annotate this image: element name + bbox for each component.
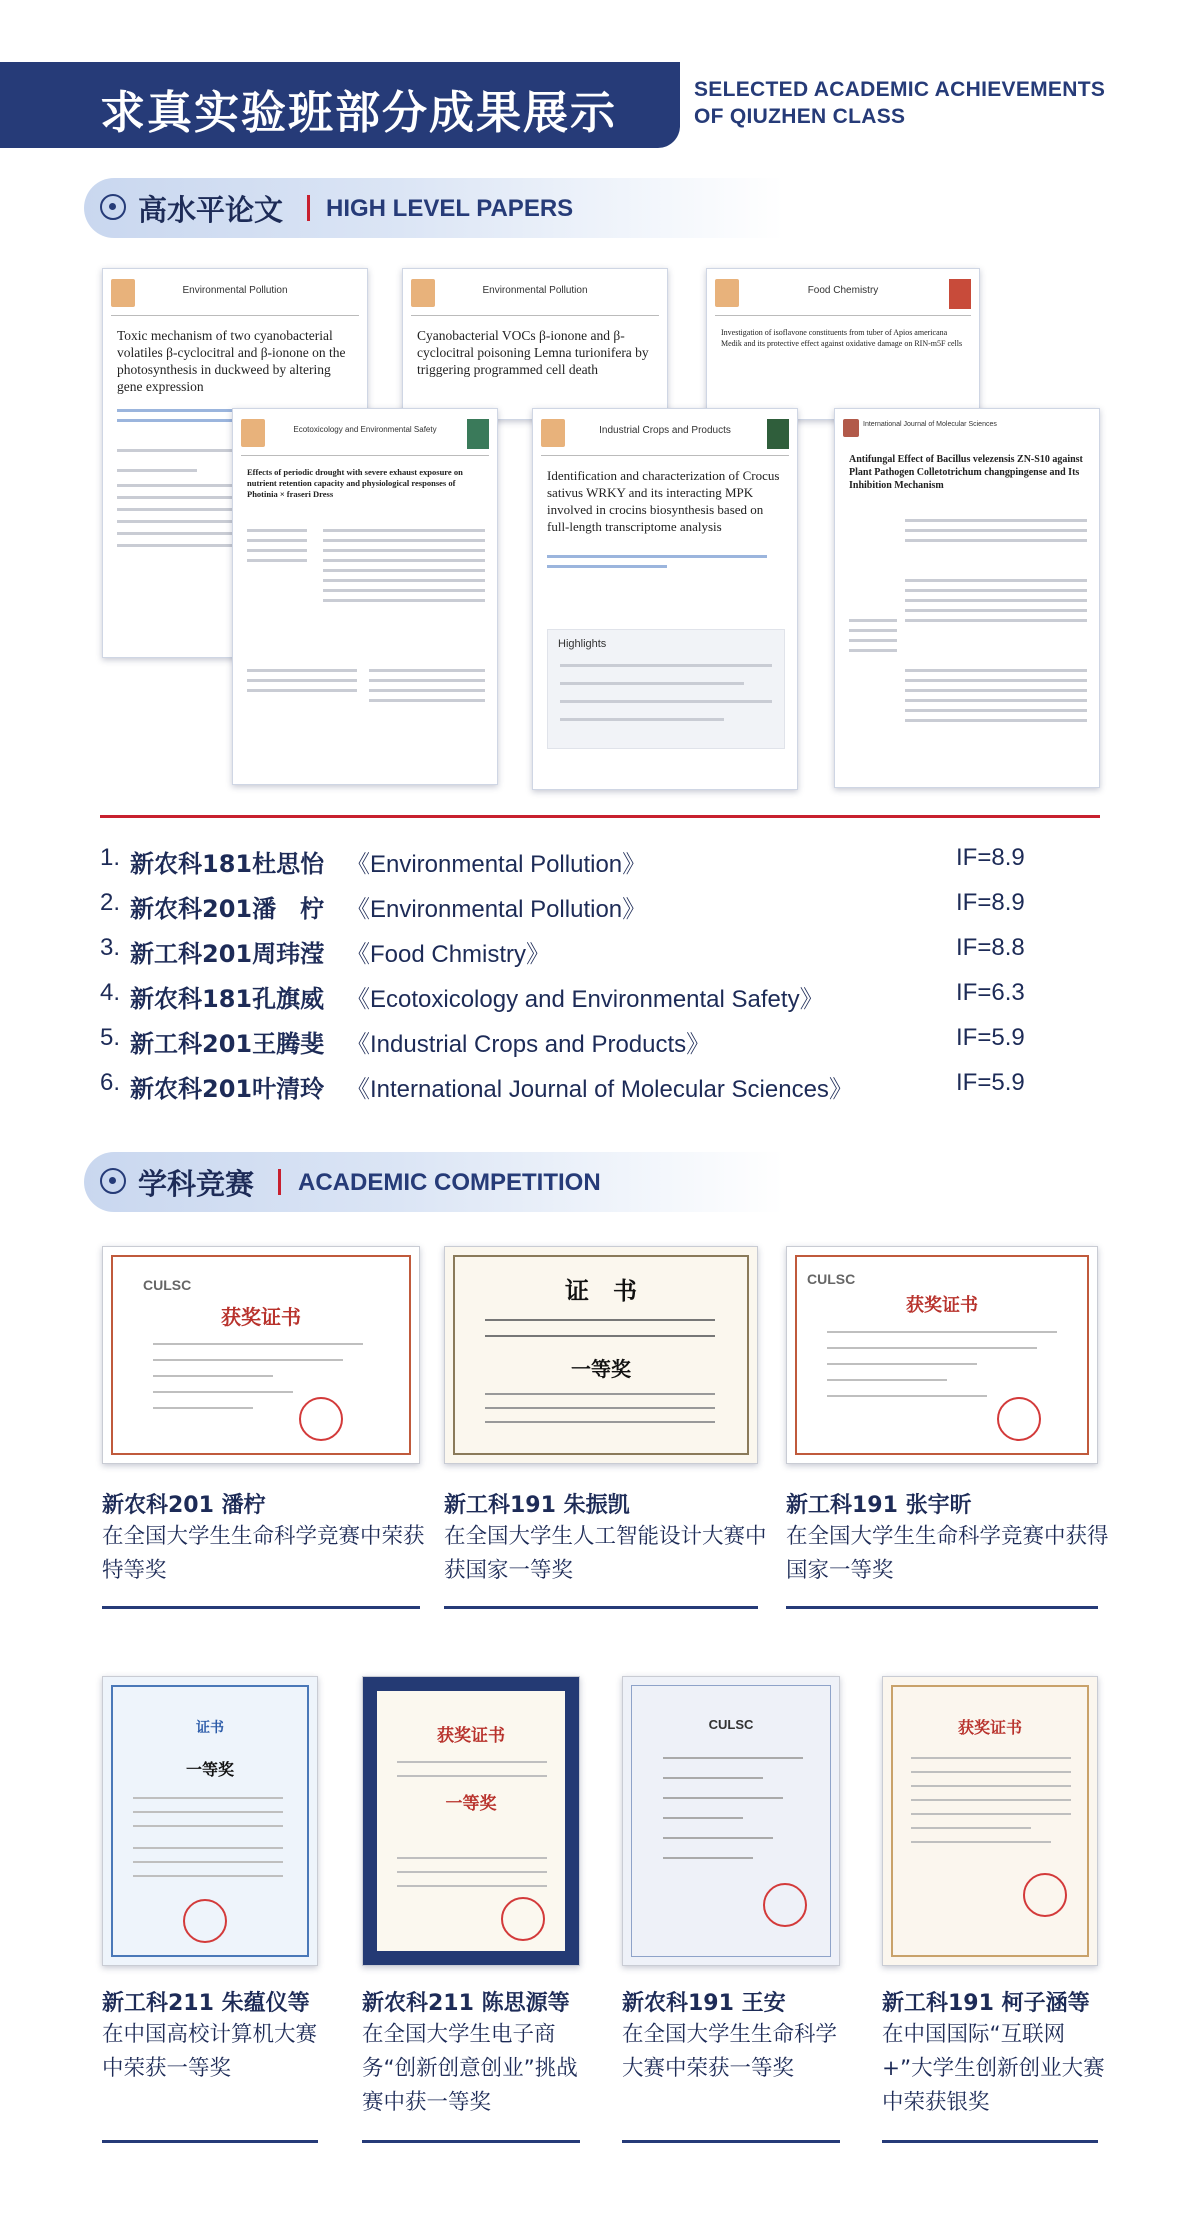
item-impact-factor: IF=6.3 <box>956 979 1025 1006</box>
text-line <box>369 679 485 682</box>
text-line <box>369 669 485 672</box>
text-line <box>247 559 307 562</box>
paper-thumbnail-6 <box>834 408 1100 788</box>
text-line <box>905 669 1087 672</box>
text-line <box>153 1375 273 1377</box>
text-line <box>911 1827 1031 1829</box>
certificate-image-1 <box>102 1246 420 1464</box>
journal-name: Industrial Crops and Products <box>599 425 731 436</box>
text-line <box>133 1825 283 1827</box>
text-line <box>849 639 897 642</box>
journal-header <box>241 417 489 456</box>
text-line <box>663 1817 743 1819</box>
section-divider <box>278 1169 281 1195</box>
text-line <box>153 1343 363 1345</box>
certificate-title: 证书 <box>196 1720 224 1736</box>
item-journal: 《Environmental Pollution》 <box>346 896 647 923</box>
paper-title: Antifungal Effect of Bacillus velezensis ZN-S10 against Plant Pathogen Colletotrichum changpingense and Its Inhibition Mechanism <box>849 454 1083 491</box>
winner-name: 新工科191 张宇昕 <box>786 1493 972 1518</box>
text-line <box>397 1761 547 1763</box>
text-line <box>663 1857 753 1859</box>
text-line <box>133 1811 283 1813</box>
highlights-label: Highlights <box>558 638 607 650</box>
award-description: 在全国大学生生命科学竞赛中荣获特等奖 <box>102 1524 425 1583</box>
winner-name: 新农科201 潘柠 <box>102 1493 266 1518</box>
caption-underline <box>362 2140 580 2143</box>
paper-thumbnail-4 <box>232 408 498 785</box>
item-impact-factor: IF=8.9 <box>956 889 1025 916</box>
journal-cover-icon <box>949 279 971 309</box>
caption-underline <box>444 1606 758 1609</box>
certificate-title: 获奖证书 <box>437 1726 505 1746</box>
item-impact-factor: IF=8.8 <box>956 934 1025 961</box>
subtitle-line-2: OF QIUZHEN CLASS <box>694 105 906 128</box>
list-item <box>100 883 1100 928</box>
text-line <box>247 549 307 552</box>
winner-name: 新农科191 王安 <box>622 1991 786 2016</box>
text-line <box>905 589 1087 592</box>
item-author: 新农科201叶清玲 <box>130 1075 325 1103</box>
winner-name: 新工科191 柯子涵等 <box>882 1991 1090 2016</box>
list-item <box>100 1063 1100 1108</box>
text-line <box>911 1771 1071 1773</box>
paper-thumbnail-3 <box>706 268 980 420</box>
text-line <box>905 699 1087 702</box>
item-journal: 《Food Chmistry》 <box>346 941 551 968</box>
certificate-image-4 <box>102 1676 318 1966</box>
text-line <box>827 1363 977 1365</box>
text-line <box>323 599 485 602</box>
text-line <box>485 1319 715 1321</box>
award-description: 在中国高校计算机大赛中荣获一等奖 <box>102 2022 318 2081</box>
text-line <box>397 1885 547 1887</box>
text-line <box>663 1757 803 1759</box>
text-line <box>485 1407 715 1409</box>
certificate-image-6 <box>622 1676 840 1966</box>
text-line <box>397 1775 547 1777</box>
certificate-brand: CULSC <box>143 1277 192 1293</box>
item-journal: 《Environmental Pollution》 <box>346 851 647 878</box>
text-line <box>397 1871 547 1873</box>
text-line <box>153 1407 253 1409</box>
publisher-logo-icon <box>843 419 859 437</box>
text-line <box>905 679 1087 682</box>
item-author: 新工科201周玮滢 <box>130 940 325 968</box>
text-line <box>905 599 1087 602</box>
item-author: 新工科201王腾斐 <box>130 1030 325 1058</box>
journal-header <box>411 277 659 316</box>
certificate-title: 获奖证书 <box>221 1305 301 1329</box>
publisher-logo-icon <box>241 419 265 447</box>
seal-icon <box>763 1883 807 1927</box>
text-line <box>485 1393 715 1395</box>
journal-header <box>541 417 789 456</box>
winner-name: 新农科211 陈思源等 <box>362 1991 570 2016</box>
award-description: 在全国大学生生命科学竞赛中获得国家一等奖 <box>786 1524 1109 1583</box>
award-level: 一等奖 <box>445 1794 497 1814</box>
award-description: 在全国大学生电子商务“创新创意创业”挑战赛中获一等奖 <box>362 2022 578 2115</box>
journal-name: Ecotoxicology and Environmental Safety <box>293 425 437 434</box>
target-icon <box>100 194 126 220</box>
text-line <box>323 539 485 542</box>
text-line <box>323 549 485 552</box>
publisher-logo-icon <box>715 279 739 307</box>
award-description: 在全国大学生生命科学大赛中荣获一等奖 <box>622 2022 838 2081</box>
text-line <box>323 589 485 592</box>
section-title-cn: 学科竞赛 <box>138 1167 255 1201</box>
certificate-image-7 <box>882 1676 1098 1966</box>
list-item <box>100 1018 1100 1063</box>
text-line <box>905 539 1087 542</box>
certificate-image-3 <box>786 1246 1098 1464</box>
text-line <box>827 1379 947 1381</box>
journal-header <box>111 277 359 316</box>
text-line <box>247 529 307 532</box>
certificate-brand: CULSC <box>708 1717 754 1732</box>
publisher-logo-icon <box>111 279 135 307</box>
item-author: 新农科181孔旗威 <box>130 985 325 1013</box>
certificate-title: 获奖证书 <box>906 1295 978 1316</box>
item-journal: 《Industrial Crops and Products》 <box>346 1031 711 1058</box>
text-line <box>323 579 485 582</box>
list-item <box>100 928 1100 973</box>
journal-name: Environmental Pollution <box>182 285 288 296</box>
paper-thumbnail-5 <box>532 408 798 790</box>
author-line <box>547 565 667 568</box>
header-banner <box>0 62 680 148</box>
certificate-image-5 <box>362 1676 580 1966</box>
item-author: 新农科201潘 柠 <box>130 895 325 923</box>
text-line <box>560 718 724 721</box>
text-line <box>133 1861 283 1863</box>
page-title: 求真实验班部分成果展示 <box>100 86 618 139</box>
text-line <box>849 629 897 632</box>
winner-name: 新工科191 朱振凯 <box>444 1493 630 1518</box>
item-number: 2. <box>100 889 121 916</box>
text-line <box>323 559 485 562</box>
journal-cover-icon <box>767 419 789 449</box>
text-line <box>905 709 1087 712</box>
text-line <box>247 669 357 672</box>
text-line <box>905 689 1087 692</box>
text-line <box>369 689 485 692</box>
section-divider-line <box>100 815 1100 818</box>
caption-underline <box>786 1606 1098 1609</box>
caption-underline <box>102 1606 420 1609</box>
seal-icon <box>997 1397 1041 1441</box>
section-title-en: HIGH LEVEL PAPERS <box>326 195 574 222</box>
text-line <box>560 700 772 703</box>
text-line <box>905 579 1087 582</box>
section-title-cn: 高水平论文 <box>138 193 284 227</box>
item-author: 新农科181杜思怡 <box>130 850 325 878</box>
text-line <box>663 1777 763 1779</box>
section-divider <box>307 195 310 221</box>
text-line <box>663 1837 773 1839</box>
paper-title: Identification and characterization of Crocus sativus WRKY and its interacting MPK involved in crocins biosynthesis based on full-length transcriptome analysis <box>547 468 780 534</box>
section-title-en: ACADEMIC COMPETITION <box>298 1169 601 1196</box>
caption-underline <box>102 2140 318 2143</box>
text-line <box>911 1799 1071 1801</box>
seal-icon <box>299 1397 343 1441</box>
journal-cover-icon <box>467 419 489 449</box>
author-line <box>547 555 767 558</box>
text-line <box>905 519 1087 522</box>
winner-name: 新工科211 朱蕴仪等 <box>102 1991 310 2016</box>
award-description: 在中国国际“互联网+”大学生创新创业大赛中荣获银奖 <box>882 2022 1105 2115</box>
journal-name: Food Chemistry <box>807 285 879 296</box>
publisher-logo-icon <box>541 419 565 447</box>
paper-title: Investigation of isoflavone constituents from tuber of Apios americana Medik and its protective effect against oxidative damage on RIN-m5F cells <box>721 328 963 348</box>
text-line <box>485 1421 715 1423</box>
seal-icon <box>183 1899 227 1943</box>
certificate-title: 获奖证书 <box>957 1718 1022 1737</box>
paper-list <box>100 838 1100 1108</box>
text-line <box>827 1331 1057 1333</box>
subtitle-line-1: SELECTED ACADEMIC ACHIEVEMENTS <box>694 78 1106 101</box>
journal-name: International Journal of Molecular Sciences <box>863 421 997 428</box>
text-line <box>849 649 897 652</box>
item-impact-factor: IF=5.9 <box>956 1024 1025 1051</box>
text-line <box>133 1875 283 1877</box>
award-description: 在全国大学生人工智能设计大赛中获国家一等奖 <box>444 1524 767 1583</box>
text-line <box>153 1359 343 1361</box>
caption-underline <box>622 2140 840 2143</box>
text-line <box>323 569 485 572</box>
text-line <box>485 1335 715 1337</box>
certificate-brand: CULSC <box>807 1271 856 1287</box>
item-number: 5. <box>100 1024 121 1051</box>
item-number: 1. <box>100 844 121 871</box>
text-line <box>153 1391 293 1393</box>
text-line <box>247 539 307 542</box>
list-item <box>100 973 1100 1018</box>
paper-title: Toxic mechanism of two cyanobacterial volatiles β-cyclocitral and β-ionone on the photosynthesis in duckweed by altering gene expression <box>117 328 346 394</box>
award-level: 一等奖 <box>571 1357 631 1381</box>
text-line <box>133 1847 283 1849</box>
journal-header <box>843 417 1091 441</box>
item-impact-factor: IF=5.9 <box>956 1069 1025 1096</box>
award-level: 一等奖 <box>185 1760 234 1779</box>
item-number: 6. <box>100 1069 121 1096</box>
text-line <box>905 719 1087 722</box>
text-line <box>911 1785 1071 1787</box>
item-impact-factor: IF=8.9 <box>956 844 1025 871</box>
text-line <box>117 469 197 472</box>
publisher-logo-icon <box>411 279 435 307</box>
journal-name: Environmental Pollution <box>482 285 588 296</box>
seal-icon <box>1023 1873 1067 1917</box>
text-line <box>911 1813 1071 1815</box>
text-line <box>369 699 485 702</box>
text-line <box>905 529 1087 532</box>
item-journal: 《Ecotoxicology and Environmental Safety》 <box>346 986 824 1013</box>
author-line <box>117 419 237 422</box>
text-line <box>663 1797 783 1799</box>
list-item <box>100 838 1100 883</box>
highlights-box <box>547 629 785 749</box>
caption-underline <box>882 2140 1098 2143</box>
seal-icon <box>501 1897 545 1941</box>
text-line <box>247 679 357 682</box>
text-line <box>323 529 485 532</box>
section-header-competition <box>84 1152 784 1212</box>
page-subtitle-en <box>694 76 1114 130</box>
paper-title: Effects of periodic drought with severe exhaust exposure on nutrient retention capacity and physiological responses of Photinia × fraseri Dress <box>247 467 463 499</box>
item-number: 3. <box>100 934 121 961</box>
text-line <box>911 1757 1071 1759</box>
journal-header <box>715 277 971 316</box>
text-line <box>560 682 744 685</box>
text-line <box>905 609 1087 612</box>
item-number: 4. <box>100 979 121 1006</box>
text-line <box>905 619 1087 622</box>
target-icon <box>100 1168 126 1194</box>
text-line <box>827 1347 1037 1349</box>
text-line <box>827 1395 987 1397</box>
certificate-image-2 <box>444 1246 758 1464</box>
section-header-papers <box>84 178 784 238</box>
text-line <box>133 1797 283 1799</box>
paper-thumbnail-2 <box>402 268 668 420</box>
certificate-title: 证 书 <box>565 1276 637 1305</box>
paper-title: Cyanobacterial VOCs β-ionone and β-cyclocitral poisoning Lemna turionifera by triggering programmed cell death <box>417 328 649 377</box>
text-line <box>247 689 357 692</box>
item-journal: 《International Journal of Molecular Sciences》 <box>346 1076 853 1103</box>
text-line <box>560 664 772 667</box>
text-line <box>911 1841 1051 1843</box>
text-line <box>849 619 897 622</box>
text-line <box>397 1857 547 1859</box>
